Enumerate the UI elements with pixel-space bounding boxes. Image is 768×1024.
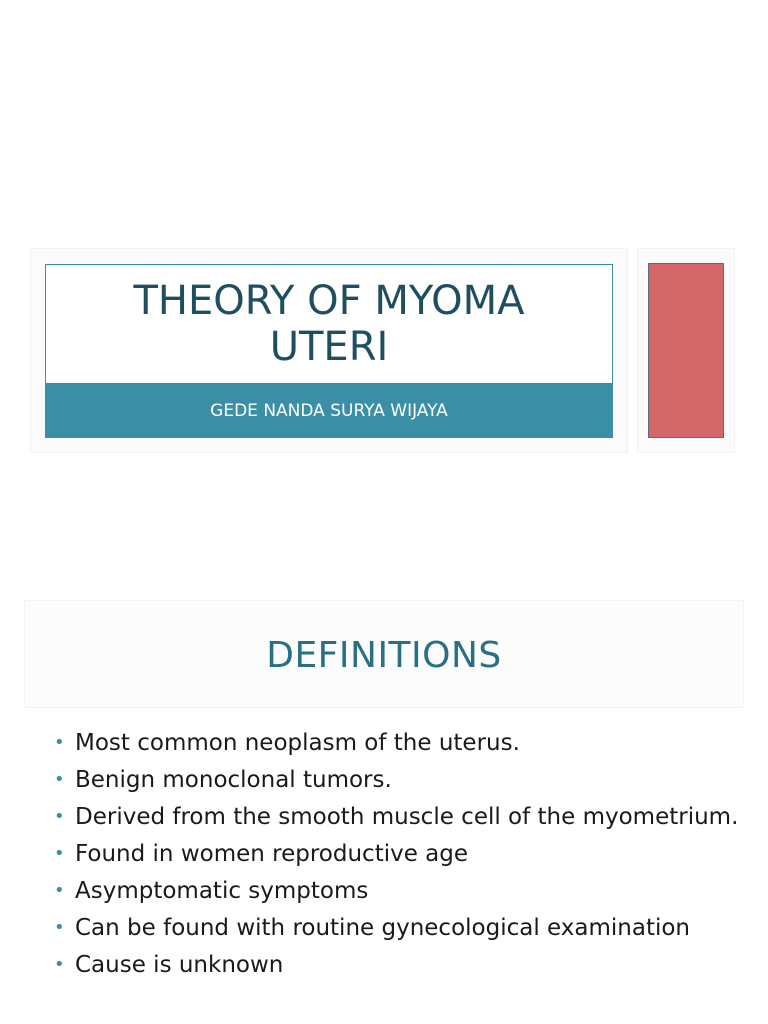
bullet-icon: • xyxy=(54,806,65,827)
bullet-icon: • xyxy=(54,732,65,753)
bullet-text: Asymptomatic symptoms xyxy=(75,878,369,904)
bullet-item xyxy=(50,801,740,833)
bullet-text: Benign monoclonal tumors. xyxy=(75,767,392,793)
definitions-heading: DEFINITIONS xyxy=(266,634,502,676)
bullet-item xyxy=(50,764,740,796)
bullet-icon: • xyxy=(54,769,65,790)
bullet-icon: • xyxy=(54,917,65,938)
bullet-text: Found in women reproductive age xyxy=(75,841,469,867)
subtitle-band xyxy=(46,383,612,438)
bullet-text: Can be found with routine gynecological examination xyxy=(75,915,691,941)
bullet-icon: • xyxy=(54,954,65,975)
presentation-title: THEORY OF MYOMA UTERI xyxy=(133,278,525,370)
bullet-text: Most common neoplasm of the uterus. xyxy=(75,730,520,756)
bullet-item xyxy=(50,727,740,759)
title-card xyxy=(45,264,613,438)
bullet-text: Cause is unknown xyxy=(75,952,284,978)
bullet-text: Derived from the smooth muscle cell of the myometrium. xyxy=(75,804,739,830)
definitions-bullet-list xyxy=(50,727,740,986)
bullet-icon: • xyxy=(54,843,65,864)
bullet-item xyxy=(50,912,740,944)
author-name: GEDE NANDA SURYA WIJAYA xyxy=(210,400,448,421)
bullet-item xyxy=(50,875,740,907)
bullet-item xyxy=(50,838,740,870)
bullet-icon: • xyxy=(54,880,65,901)
accent-block xyxy=(648,263,724,438)
bullet-item xyxy=(50,949,740,981)
